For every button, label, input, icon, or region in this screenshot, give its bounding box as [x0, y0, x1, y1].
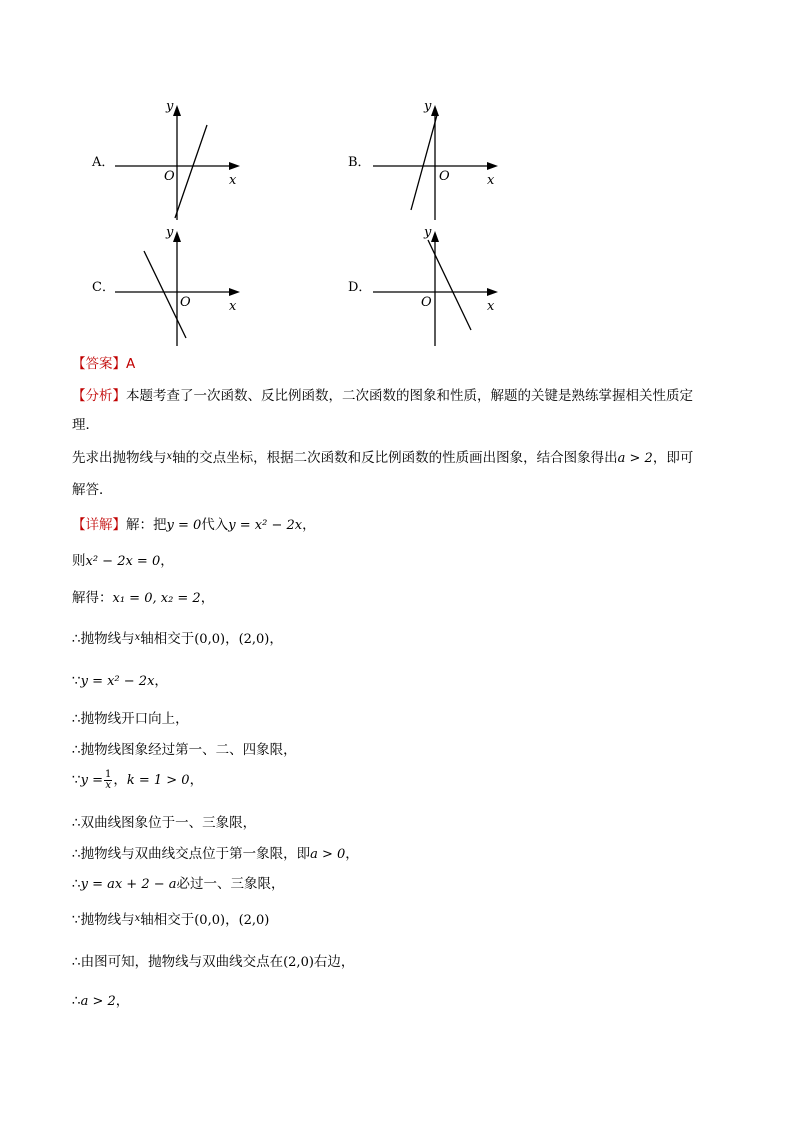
fraction-numerator: 1	[104, 768, 112, 780]
detail-text: 轴相交于	[140, 631, 195, 647]
detail-line-5	[72, 669, 168, 689]
origin-label: O	[439, 169, 450, 184]
detail-text: ，	[200, 590, 215, 606]
y-axis-label: y	[166, 225, 174, 240]
detail-math: y = x² − 2x	[80, 674, 155, 689]
graph-option-b	[368, 98, 508, 223]
fraction-denominator: x	[105, 779, 111, 791]
y-axis-label: y	[424, 99, 432, 114]
analysis-math: a > 2	[617, 451, 653, 466]
option-c-label: C．	[92, 280, 115, 295]
detail-math: (0,0)	[194, 913, 226, 928]
detail-line-6: ∴抛物线开口向上，	[72, 711, 189, 727]
detail-line-4	[72, 627, 283, 647]
detail-math: (2,0)	[283, 955, 314, 970]
y-axis-label: y	[166, 99, 174, 114]
analysis-line-3	[72, 446, 693, 466]
x-axis-arrow	[229, 162, 240, 170]
analysis-text-3b: 轴的交点坐标，根据二次函数和反比例函数的性质画出图象，结合图象得出	[172, 450, 618, 466]
y-axis-label: y	[424, 225, 432, 240]
detail-math: k = 1 > 0	[126, 773, 190, 788]
y-axis-arrow	[431, 105, 439, 116]
y-axis-arrow	[431, 231, 439, 242]
analysis-tag: 【分析】	[72, 388, 126, 404]
detail-line-2	[72, 549, 174, 569]
detail-text: ，	[225, 912, 239, 928]
detail-tag: 【详解】	[72, 517, 126, 533]
detail-text: ，	[113, 772, 127, 788]
y-axis-arrow	[173, 105, 181, 116]
detail-text: 必过一、三象限，	[176, 876, 285, 892]
detail-var-x: x	[134, 913, 141, 924]
origin-label: O	[180, 295, 191, 310]
analysis-line-4: 解答．	[72, 482, 113, 498]
detail-math: y = ax + 2 − a	[80, 877, 177, 892]
x-axis-arrow	[229, 288, 240, 296]
x-axis-label: x	[229, 173, 237, 188]
detail-math: (2,0)	[238, 913, 270, 928]
origin-label: O	[164, 169, 175, 184]
detail-text: ，	[189, 772, 204, 788]
option-b-label: B．	[348, 155, 371, 170]
detail-line-14	[72, 989, 129, 1009]
answer-value: A	[126, 356, 136, 372]
detail-math: x₁ = 0, x₂ = 2	[112, 591, 201, 606]
detail-math: a > 0	[310, 847, 346, 862]
detail-text: 解：把	[126, 517, 167, 533]
analysis-line-1	[72, 384, 693, 404]
detail-math: (0,0)	[194, 632, 226, 647]
detail-math: y = 0	[166, 518, 202, 533]
detail-line-7: ∴抛物线图象经过第一、二、四象限，	[72, 742, 297, 758]
detail-line-12	[72, 908, 269, 928]
detail-text: 则	[72, 553, 86, 569]
option-d-label: D．	[348, 280, 372, 295]
detail-text: ∵	[72, 772, 81, 788]
detail-math: y =	[80, 773, 103, 788]
detail-text: ，	[269, 631, 283, 647]
x-axis-label: x	[487, 173, 495, 188]
detail-text: ∴	[72, 876, 81, 892]
origin-label: O	[421, 295, 432, 310]
y-axis-arrow	[173, 231, 181, 242]
graph-line	[411, 115, 437, 210]
graph-option-c	[110, 224, 250, 349]
detail-line-9: ∴双曲线图象位于一、三象限，	[72, 815, 257, 831]
option-a-label: A．	[92, 155, 115, 170]
answer-tag: 【答案】	[72, 356, 126, 372]
detail-line-11	[72, 872, 285, 892]
analysis-line-2: 理．	[72, 417, 99, 433]
detail-text: ，	[160, 553, 174, 569]
graph-option-a	[110, 98, 250, 223]
detail-text: ∵	[72, 673, 81, 689]
detail-text: ，	[225, 631, 239, 647]
detail-text: 解得：	[72, 590, 113, 606]
detail-line-13	[72, 950, 354, 970]
detail-text: ∵抛物线与	[72, 912, 135, 928]
detail-text: ，	[302, 517, 316, 533]
detail-line-3	[72, 586, 214, 606]
detail-text: ∴	[72, 993, 81, 1009]
x-axis-arrow	[487, 288, 498, 296]
detail-text: ∴由图可知，抛物线与双曲线交点在	[72, 954, 284, 970]
detail-line-8	[72, 768, 203, 791]
answer-line	[72, 352, 135, 372]
detail-text: 轴相交于	[140, 912, 195, 928]
analysis-text-3c: ，即可	[652, 450, 694, 466]
x-axis-label: x	[487, 299, 495, 314]
detail-math: a > 2	[80, 994, 116, 1009]
x-axis-arrow	[487, 162, 498, 170]
detail-text: ，	[345, 846, 359, 862]
detail-text: 右边，	[313, 954, 355, 970]
analysis-text-1: 本题考查了一次函数、反比例函数，二次函数的图象和性质，解题的关键是熟练掌握相关性质定	[126, 388, 693, 404]
detail-math: y = x² − 2x	[228, 518, 303, 533]
detail-text: ，	[115, 993, 130, 1009]
graph-option-d	[368, 224, 508, 349]
fraction	[104, 770, 112, 791]
detail-math: (2,0)	[238, 632, 270, 647]
detail-text: ，	[154, 673, 168, 689]
detail-text: ∴抛物线与双曲线交点位于第一象限，即	[72, 846, 311, 862]
detail-math: x² − 2x = 0	[85, 554, 161, 569]
detail-line-1	[72, 513, 316, 533]
analysis-var-x: x	[166, 451, 173, 462]
detail-text: ∴抛物线与	[72, 631, 135, 647]
detail-var-x: x	[134, 632, 141, 643]
graph-line	[175, 125, 207, 218]
detail-text: 代入	[201, 517, 229, 533]
detail-line-10	[72, 842, 359, 862]
x-axis-label: x	[229, 299, 237, 314]
analysis-text-3a: 先求出抛物线与	[72, 450, 167, 466]
